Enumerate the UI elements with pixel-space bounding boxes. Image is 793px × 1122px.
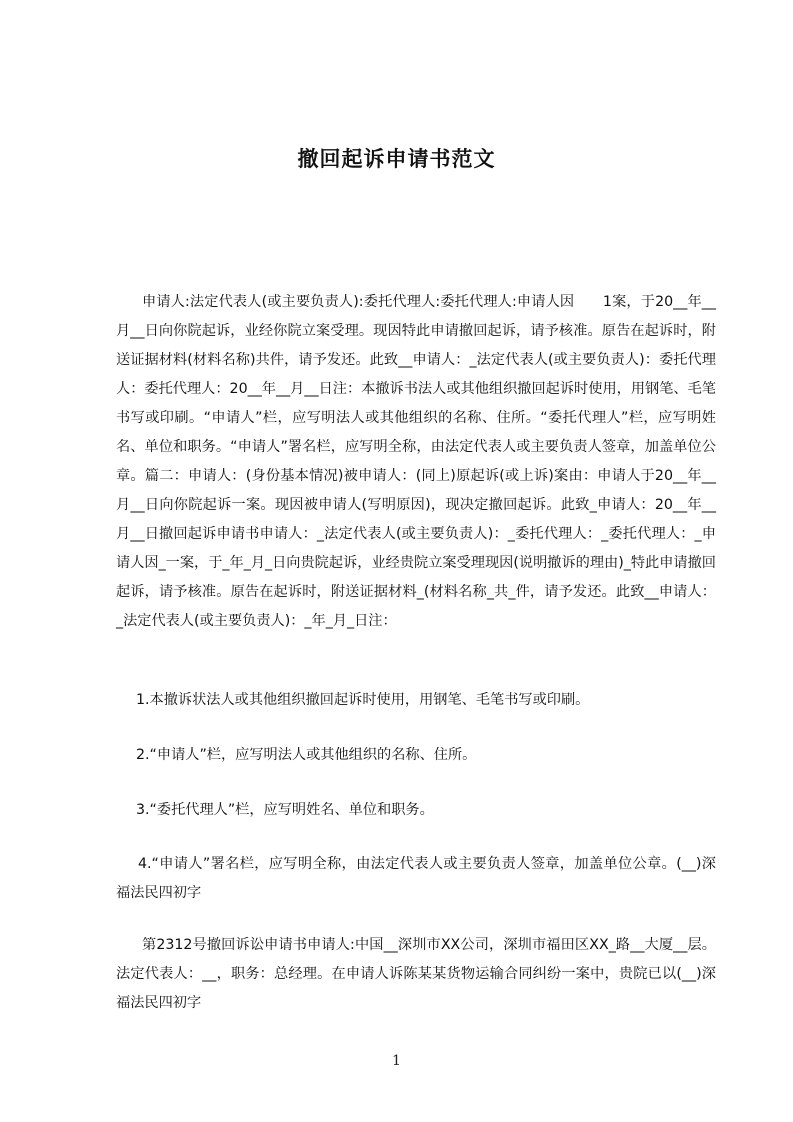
note-item-4: 4.“申请人”署名栏，应写明全称，由法定代表人或主要负责人签章，加盖单位公章。(__)深福法民四初字 <box>116 856 716 901</box>
note-item-2: 2.“申请人”栏，应写明法人或其他组织的名称、住所。 <box>136 747 477 763</box>
note-item-1: 1.本撤诉状法人或其他组织撤回起诉时使用，用钢笔、毛笔书写或印刷。 <box>136 692 590 708</box>
note-item-3: 3.“委托代理人”栏，应写明姓名、单位和职务。 <box>136 802 434 818</box>
document-title: 撤回起诉申请书范文 <box>297 147 496 171</box>
page-number: 1 <box>392 1053 401 1069</box>
body-paragraph-1: 申请人:法定代表人(或主要负责人):委托代理人:委托代理人:申请人因 1案，于20__年__月__日向你院起诉，业经你院立案受理。现因特此申请撤回起诉，请予核准。原告在起诉时，附送证据材料(材料名称)共件，请予发还。此致__申请人：_法定代表人(或主要负责人)：委托代理人：委托代理人：20__年__月__日注：本撤诉书法人或其他组织撤回起诉时使用，用钢笔、毛笔书写或印刷。“申请人”栏，应写明法人或其他组织的名称、住所。“委托代理人”栏，应写明姓名、单位和职务。“申请人”署名栏，应写明全称，由法定代表人或主要负责人签章，加盖单位公章。篇二：申请人：(身份基本情况)被申请人：(同上)原起诉(或上诉)案由：申请人于20__年__月__日向你院起诉一案。现因被申请人(写明原因)，现决定撤回起诉。此致_申请人：20__年__月__日撤回起诉申请书申请人：_法定代表人(或主要负责人)：_委托代理人：_委托代理人：_申请人因_一案，于_年_月_日向贵院起诉，业经贵院立案受理现因(说明撤诉的理由)_特此申请撤回起诉，请予核准。原告在起诉时，附送证据材料_(材料名称_共_件，请予发还。此致__申请人：_法定代表人(或主要负责人)：_年_月_日注： <box>116 294 716 629</box>
body-paragraph-last: 第2312号撤回诉讼申请书申请人:中国__深圳市XX公司，深圳市福田区XX_路__大厦__层。法定代表人：__，职务：总经理。在申请人诉陈某某货物运输合同纠纷一案中，贵院已以(__)深福法民四初字 <box>116 937 716 1011</box>
